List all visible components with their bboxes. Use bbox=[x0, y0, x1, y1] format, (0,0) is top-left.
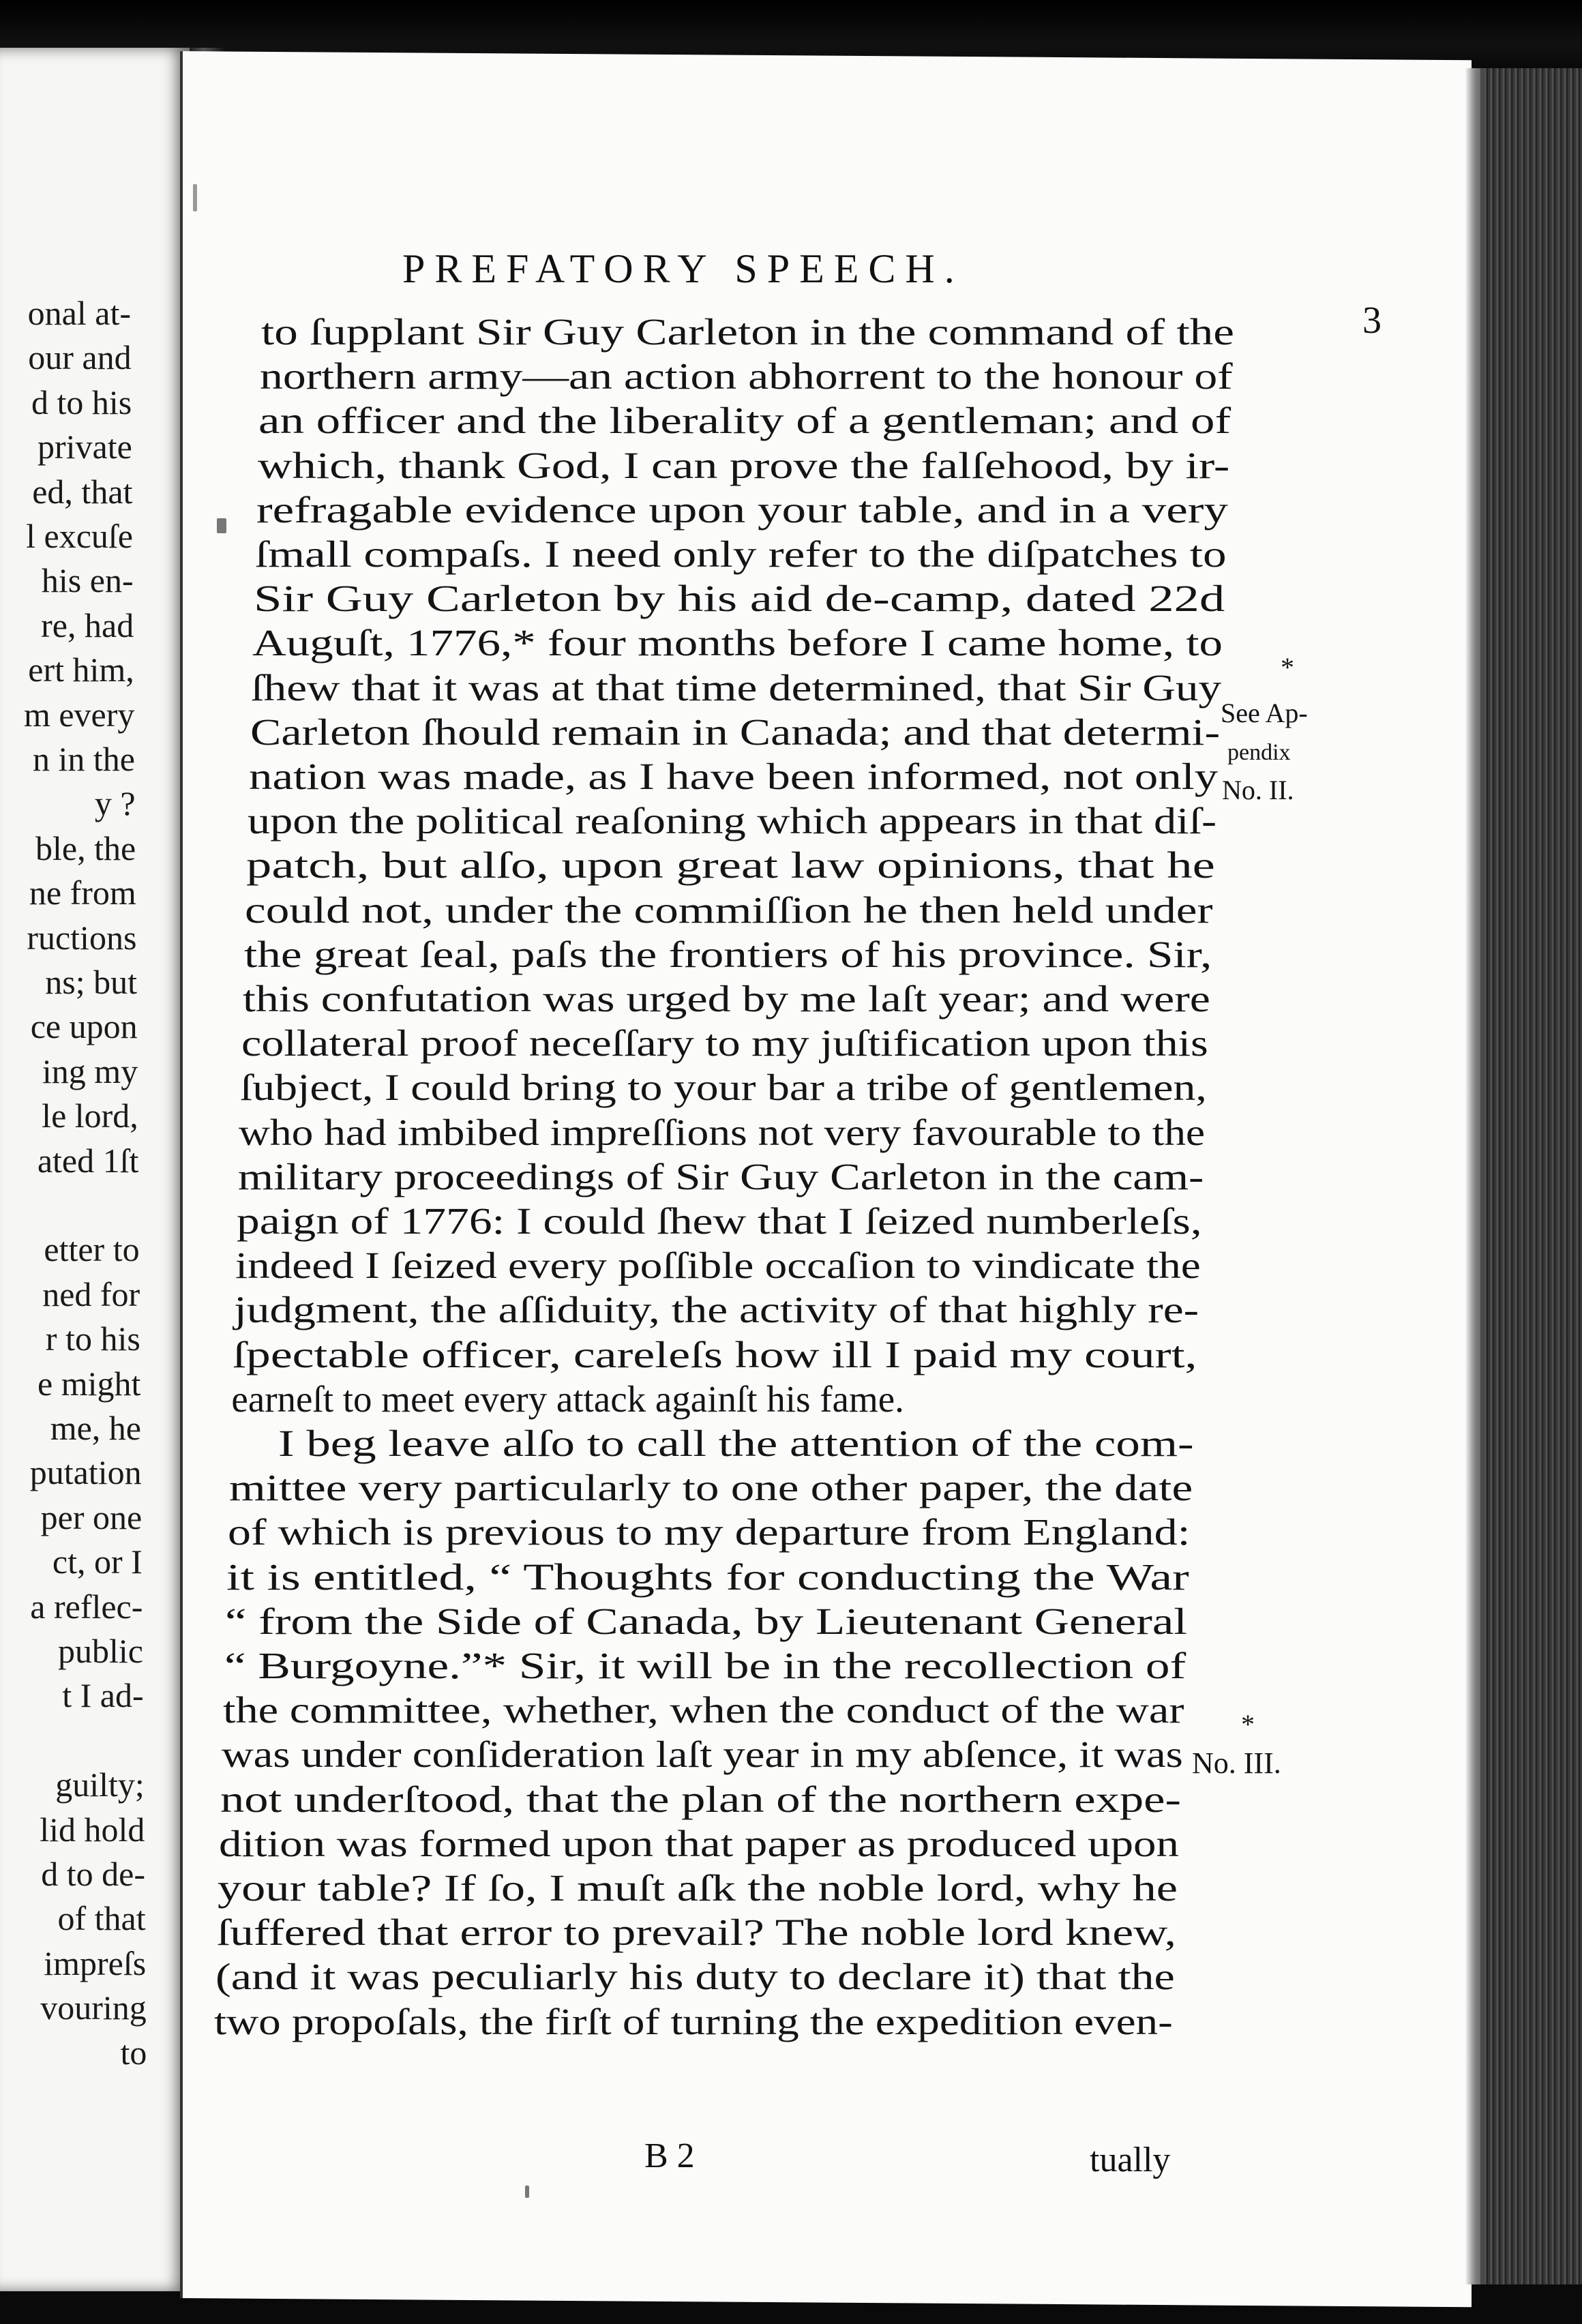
body-line: Auguſt, 1776,* four months before I came home, to bbox=[252, 622, 1223, 664]
page-speck bbox=[217, 518, 226, 533]
left-page-line: n in the bbox=[33, 740, 135, 778]
left-page-line: l excuſe bbox=[26, 517, 133, 555]
left-page-line: d to his bbox=[31, 383, 132, 421]
left-page-line: of that bbox=[57, 1899, 146, 1938]
left-page-line: impreſs bbox=[44, 1943, 147, 1982]
margin-note-appendix-line-1: See Ap- bbox=[1221, 698, 1308, 728]
left-page-line: ble, the bbox=[35, 829, 136, 867]
body-line: was under conſideration laſt year in my abſence, it was bbox=[221, 1733, 1183, 1776]
body-line: ſpectable officer, careleſs how ill I paid my court, bbox=[233, 1333, 1197, 1375]
left-page-line: m every bbox=[23, 695, 135, 734]
body-line: nation was made, as I have been informed, not only bbox=[248, 756, 1219, 797]
left-page-line: ert him, bbox=[28, 651, 134, 689]
body-line: ſuffered that error to prevail? The noble lord knew, bbox=[216, 1911, 1176, 1954]
body-line: to ſupplant Sir Guy Carleton in the command of the bbox=[261, 311, 1234, 353]
catchword: tually bbox=[1090, 2141, 1171, 2179]
body-line: an officer and the liberality of a gentleman; and of bbox=[258, 400, 1232, 442]
margin-note-appendix-line-2: pendix bbox=[1227, 740, 1291, 765]
left-page-line: e might bbox=[38, 1364, 141, 1403]
left-page-line: putation bbox=[29, 1453, 142, 1492]
margin-note-appendix-line-3: No. II. bbox=[1222, 775, 1294, 805]
left-page-line: onal at- bbox=[27, 294, 131, 332]
left-page-line: private bbox=[37, 428, 132, 466]
left-page-line: ns; but bbox=[45, 963, 137, 1001]
body-line: it is entitled, “ Thoughts for conducting the War bbox=[226, 1555, 1189, 1598]
margin-note-appendix-3: No. III. bbox=[1192, 1746, 1281, 1780]
left-page-line: etter to bbox=[44, 1230, 140, 1269]
running-head: PREFATORY SPEECH. bbox=[402, 246, 964, 291]
left-page-line: to bbox=[120, 2033, 147, 2072]
body-line: “ from the Side of Canada, by Lieutenant General bbox=[225, 1600, 1188, 1642]
body-line: Sir Guy Carleton by his aid de-camp, dated 22d bbox=[254, 578, 1225, 620]
left-page-line: a reflec- bbox=[30, 1587, 143, 1626]
body-line: patch, but alſo, upon great law opinions, that he bbox=[246, 844, 1215, 887]
left-page-line: me, he bbox=[50, 1409, 141, 1447]
body-line: mittee very particularly to one other paper, the date bbox=[228, 1467, 1193, 1509]
left-page-line: per one bbox=[40, 1498, 143, 1536]
body-line: dition was formed upon that paper as produced upon bbox=[219, 1822, 1180, 1864]
page-number: 3 bbox=[1362, 299, 1382, 342]
body-line: collateral proof neceſſary to my juſtification upon this bbox=[241, 1022, 1208, 1064]
body-line: ſubject, I could bring to your bar a tribe of gentlemen, bbox=[240, 1067, 1207, 1109]
left-page-line: ated 1ſt bbox=[37, 1141, 139, 1180]
left-page-line: lid hold bbox=[40, 1810, 145, 1849]
left-page-line: le lord, bbox=[42, 1097, 138, 1135]
body-line: the great ſeal, paſs the frontiers of his province. Sir, bbox=[243, 933, 1212, 975]
body-line: this confutation was urged by me laſt year; and were bbox=[242, 978, 1210, 1019]
signature-mark: B 2 bbox=[644, 2136, 695, 2175]
left-page-line: his en- bbox=[41, 561, 134, 600]
body-line: military proceedings of Sir Guy Carleton in the cam- bbox=[237, 1155, 1204, 1197]
body-line: of which is previous to my departure from England: bbox=[227, 1511, 1191, 1553]
body-line: indeed I ſeized every poſſible occaſion to vindicate the bbox=[235, 1245, 1201, 1287]
body-line: I beg leave alſo to call the attention of the com- bbox=[278, 1422, 1194, 1464]
body-line: earneſt to meet every attack againſt his fame. bbox=[231, 1377, 904, 1420]
body-line: which, thank God, I can prove the falſehood, by ir- bbox=[257, 444, 1229, 486]
body-line: the committee, whether, when the conduct of the war bbox=[222, 1689, 1184, 1731]
body-line: who had imbibed impreſſions not very favourable to the bbox=[239, 1111, 1206, 1153]
left-facing-page bbox=[0, 48, 190, 2291]
body-line: upon the political reaſoning which appears in that diſ- bbox=[248, 800, 1217, 842]
body-line: not underſtood, that the plan of the northern expe- bbox=[220, 1778, 1182, 1820]
left-page-line: ed, that bbox=[32, 472, 133, 511]
body-line: ſhew that it was at that time determined, that Sir Guy bbox=[251, 666, 1222, 709]
body-line: Carleton ſhould remain in Canada; and that determi- bbox=[250, 711, 1220, 753]
body-line: your table? If ſo, I muſt aſk the noble lord, why he bbox=[218, 1867, 1178, 1909]
margin-note-star-2: * bbox=[1241, 1709, 1255, 1740]
left-page-line: ned for bbox=[42, 1275, 140, 1313]
body-line: “ Burgoyne.”* Sir, it will be in the recollection of bbox=[224, 1645, 1186, 1686]
left-page-line: our and bbox=[28, 338, 132, 377]
left-page-line: t I ad- bbox=[62, 1676, 144, 1715]
left-page-line: public bbox=[58, 1632, 143, 1670]
body-line: two propoſals, the firſt of turning the expedition even- bbox=[214, 2000, 1173, 2042]
left-page-line: d to de- bbox=[41, 1855, 145, 1893]
left-page-line: re, had bbox=[41, 606, 134, 644]
body-line: (and it was peculiarly his duty to declare it) that the bbox=[215, 1956, 1175, 1998]
left-page-line: vouring bbox=[40, 1988, 147, 2027]
page-edge-highlight bbox=[1465, 68, 1485, 2284]
left-page-line: ne from bbox=[29, 874, 136, 912]
body-line: judgment, the aſſiduity, the activity of that highly re- bbox=[234, 1289, 1199, 1331]
left-page-line: ce upon bbox=[30, 1007, 138, 1046]
body-line: refragable evidence upon your table, and in a very bbox=[256, 488, 1228, 531]
body-line: ſmall compaſs. I need only refer to the diſpatches to bbox=[254, 533, 1227, 575]
left-page-line: guilty; bbox=[55, 1766, 145, 1804]
left-page-line: r to his bbox=[45, 1320, 140, 1358]
left-page-line: y ? bbox=[94, 784, 136, 823]
left-page-line: ructions bbox=[27, 918, 137, 957]
margin-note-star-1: * bbox=[1281, 652, 1294, 683]
body-line: paign of 1776: I could ſhew that I ſeized numberleſs, bbox=[236, 1200, 1202, 1242]
page-speck bbox=[525, 2186, 529, 2198]
body-line: northern army—an action abhorrent to the honour of bbox=[260, 355, 1233, 398]
left-page-line: ct, or I bbox=[52, 1543, 143, 1581]
page-speck bbox=[193, 184, 197, 211]
left-page-line: ing my bbox=[42, 1052, 138, 1090]
body-line: could not, under the commiſſion he then held under bbox=[245, 889, 1213, 931]
